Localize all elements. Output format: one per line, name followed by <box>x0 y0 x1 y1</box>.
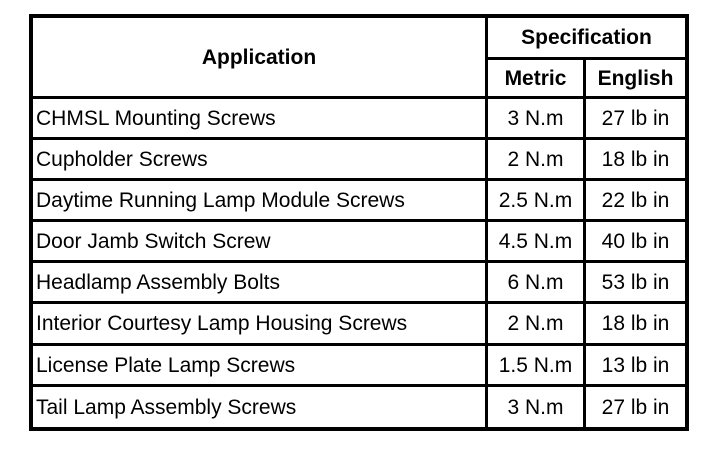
table-row-metric: 3 N.m <box>507 395 564 419</box>
header-specification: Specification <box>521 26 652 49</box>
header-metric: Metric <box>504 66 567 90</box>
table-row-application: Door Jamb Switch Screw <box>36 229 271 253</box>
table-row-english: 27 lb in <box>601 395 670 419</box>
table-row-application: Daytime Running Lamp Module Screws <box>36 188 405 212</box>
table-row-application: Headlamp Assembly Bolts <box>36 270 280 294</box>
fastener-spec-table <box>29 14 689 431</box>
table-row-metric: 6 N.m <box>507 270 564 294</box>
table-row-metric: 2 N.m <box>507 312 564 335</box>
table-row-english: 22 lb in <box>601 188 670 212</box>
table-row-english: 27 lb in <box>601 106 670 130</box>
table-row-metric: 3 N.m <box>507 106 564 130</box>
table-row-english: 13 lb in <box>601 353 670 377</box>
table-row-english: 40 lb in <box>601 229 670 253</box>
table-row-application: Cupholder Screws <box>36 147 208 171</box>
table-row-application: Tail Lamp Assembly Screws <box>36 395 297 419</box>
table-row-metric: 2.5 N.m <box>498 188 573 212</box>
header-english: English <box>597 66 674 90</box>
table-row-english: 18 lb in <box>601 312 670 335</box>
table-row-english: 53 lb in <box>601 270 670 294</box>
table-row-application: CHMSL Mounting Screws <box>36 106 276 130</box>
table-row-application: Interior Courtesy Lamp Housing Screws <box>36 312 408 335</box>
table-row-metric: 1.5 N.m <box>498 353 573 377</box>
table-row-application: License Plate Lamp Screws <box>36 353 296 377</box>
header-application: Application <box>201 45 317 69</box>
table-row-english: 18 lb in <box>601 147 670 171</box>
table-row-metric: 2 N.m <box>507 147 564 171</box>
table-row-metric: 4.5 N.m <box>498 229 573 253</box>
